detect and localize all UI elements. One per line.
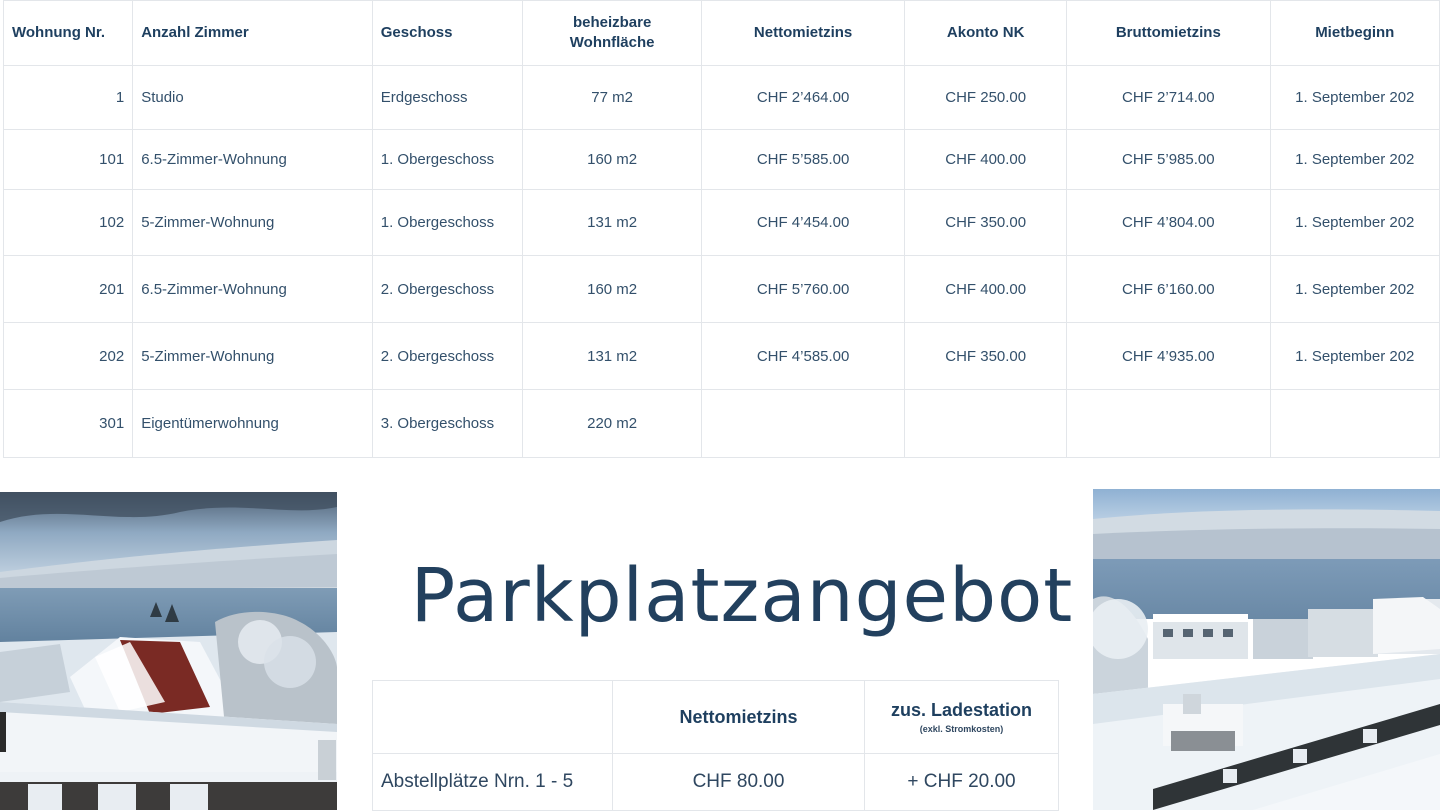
- cell-nettomietzins: CHF 2’464.00: [701, 66, 904, 130]
- apartments-table: [3, 0, 1440, 458]
- header-akonto-nk: Akonto NK: [905, 1, 1067, 66]
- cell-ladestation-price: + CHF 20.00: [865, 754, 1059, 811]
- cell-akonto-nk: CHF 350.00: [905, 323, 1067, 390]
- header-anzahl-zimmer: Anzahl Zimmer: [133, 1, 373, 66]
- cell-wohnung-nr: 301: [4, 390, 133, 458]
- parking-table: [372, 680, 1059, 811]
- cell-zimmer: 5-Zimmer-Wohnung: [133, 323, 373, 390]
- cell-nettomietzins: CHF 5’760.00: [701, 256, 904, 323]
- cell-mietbeginn: 1. September 202: [1270, 323, 1439, 390]
- cell-bruttomietzins: CHF 2’714.00: [1067, 66, 1270, 130]
- cell-wohnung-nr: 101: [4, 130, 133, 190]
- table-row: [4, 130, 1440, 190]
- cell-geschoss: Erdgeschoss: [372, 66, 523, 130]
- cell-geschoss: 3. Obergeschoss: [372, 390, 523, 458]
- header-nettomietzins: Nettomietzins: [701, 1, 904, 66]
- cell-akonto-nk: CHF 400.00: [905, 130, 1067, 190]
- cell-wohnflaeche: 77 m2: [523, 66, 702, 130]
- cell-bruttomietzins: CHF 4’804.00: [1067, 190, 1270, 256]
- cell-geschoss: 2. Obergeschoss: [372, 256, 523, 323]
- cell-nettomietzins: CHF 5’585.00: [701, 130, 904, 190]
- cell-bruttomietzins: CHF 5’985.00: [1067, 130, 1270, 190]
- cell-geschoss: 2. Obergeschoss: [372, 323, 523, 390]
- cell-wohnung-nr: 202: [4, 323, 133, 390]
- cell-wohnung-nr: 201: [4, 256, 133, 323]
- header-parking-label: [373, 681, 613, 754]
- cell-mietbeginn: 1. September 202: [1270, 130, 1439, 190]
- table-row: [4, 390, 1440, 458]
- header-ladestation: [865, 681, 1059, 754]
- header-mietbeginn: Mietbeginn: [1270, 1, 1439, 66]
- header-bruttomietzins: Bruttomietzins: [1067, 1, 1270, 66]
- header-wohnflaeche: beheizbare Wohnfläche: [523, 1, 702, 66]
- cell-nettomietzins: CHF 4’585.00: [701, 323, 904, 390]
- parking-offer-title: Parkplatzangebot: [410, 553, 1074, 639]
- cell-akonto-nk: CHF 400.00: [905, 256, 1067, 323]
- cell-wohnung-nr: 1: [4, 66, 133, 130]
- cell-zimmer: 5-Zimmer-Wohnung: [133, 190, 373, 256]
- header-parking-nettomietzins: Nettomietzins: [613, 681, 865, 754]
- cell-nettomietzins: CHF 4’454.00: [701, 190, 904, 256]
- cell-bruttomietzins: CHF 6’160.00: [1067, 256, 1270, 323]
- header-ladestation-label: zus. Ladestation: [890, 700, 1033, 720]
- cell-akonto-nk: CHF 250.00: [905, 66, 1067, 130]
- header-geschoss: Geschoss: [372, 1, 523, 66]
- cell-mietbeginn: [1270, 390, 1439, 458]
- winter-lake-photo-right: [1093, 489, 1440, 810]
- cell-parking-price: CHF 80.00: [613, 754, 865, 811]
- parking-header-row: [373, 681, 1059, 754]
- cell-wohnflaeche: 131 m2: [523, 323, 702, 390]
- cell-bruttomietzins: CHF 4’935.00: [1067, 323, 1270, 390]
- cell-geschoss: 1. Obergeschoss: [372, 130, 523, 190]
- winter-lake-photo-left: [0, 492, 337, 810]
- cell-wohnflaeche: 131 m2: [523, 190, 702, 256]
- cell-akonto-nk: CHF 350.00: [905, 190, 1067, 256]
- cell-zimmer: 6.5-Zimmer-Wohnung: [133, 130, 373, 190]
- cell-nettomietzins: [701, 390, 904, 458]
- cell-zimmer: 6.5-Zimmer-Wohnung: [133, 256, 373, 323]
- table-row: [4, 190, 1440, 256]
- cell-mietbeginn: 1. September 202: [1270, 256, 1439, 323]
- cell-akonto-nk: [905, 390, 1067, 458]
- cell-zimmer: Eigentümerwohnung: [133, 390, 373, 458]
- cell-bruttomietzins: [1067, 390, 1270, 458]
- cell-wohnflaeche: 160 m2: [523, 256, 702, 323]
- table-row: [4, 256, 1440, 323]
- cell-mietbeginn: 1. September 202: [1270, 66, 1439, 130]
- cell-zimmer: Studio: [133, 66, 373, 130]
- header-ladestation-note: (exkl. Stromkosten): [919, 724, 1004, 734]
- cell-geschoss: 1. Obergeschoss: [372, 190, 523, 256]
- table-row: [4, 323, 1440, 390]
- cell-mietbeginn: 1. September 202: [1270, 190, 1439, 256]
- apartments-header-row: [4, 1, 1440, 66]
- header-wohnung-nr: Wohnung Nr.: [4, 1, 133, 66]
- cell-wohnflaeche: 220 m2: [523, 390, 702, 458]
- table-row: [373, 754, 1059, 811]
- cell-wohnflaeche: 160 m2: [523, 130, 702, 190]
- cell-wohnung-nr: 102: [4, 190, 133, 256]
- table-row: [4, 66, 1440, 130]
- cell-parking-label: Abstellplätze Nrn. 1 - 5: [373, 754, 613, 811]
